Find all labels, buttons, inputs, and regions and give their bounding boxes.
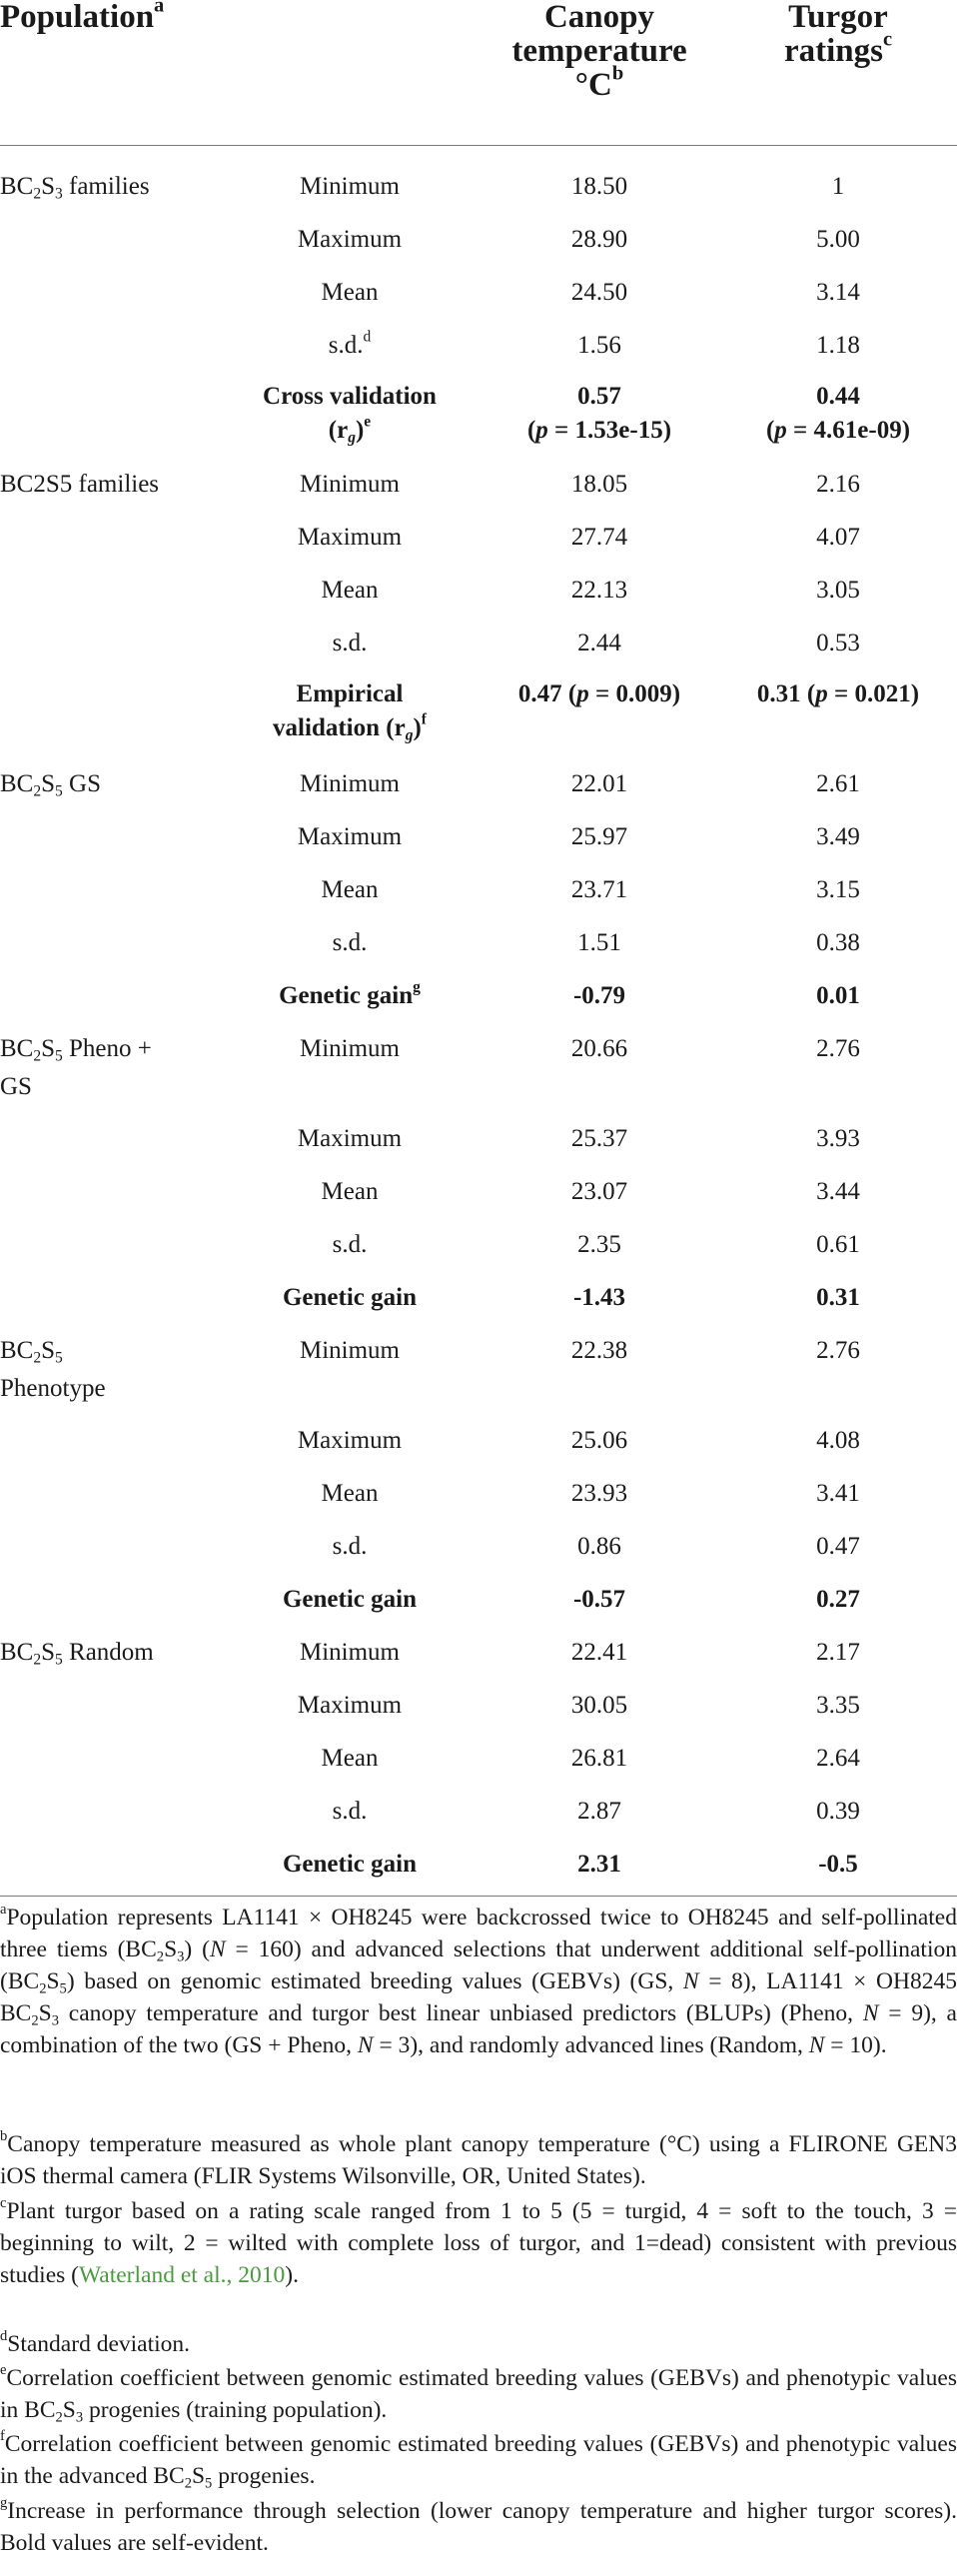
stat-cell: Maximum: [297, 524, 403, 551]
turgor-header-sup: c: [882, 28, 893, 51]
canopy-cell: 1.56: [577, 332, 621, 359]
canopy-cell: 28.90: [570, 226, 628, 253]
stat-cell: Maximum: [297, 226, 403, 253]
canopy-cell: 0.47 (p = 0.009): [517, 680, 681, 707]
population-header-text: Population: [0, 0, 155, 35]
stat-cell: Maximum: [297, 1125, 403, 1152]
turgor-cell: 0.38: [816, 929, 860, 956]
population-cell: $BC_2S_5$ GS: [0, 770, 101, 800]
turgor-cell: 3.41: [816, 1480, 860, 1507]
stat-cell: Mean: [321, 1178, 379, 1205]
canopy-cell: -0.57: [572, 1586, 626, 1613]
turgor-cell: 3.35: [816, 1692, 860, 1719]
turgor-cell: 0.47: [816, 1533, 860, 1560]
footnote-ref-e: e: [364, 413, 372, 431]
col-header-turgor: [719, 0, 957, 68]
canopy-header-line2: temperature: [511, 33, 687, 69]
canopy-cell: 20.66: [570, 1035, 628, 1062]
stat-cell: Empirical validation $(r_g)^f$: [273, 680, 427, 744]
turgor-cell: 5.00: [816, 226, 860, 253]
turgor-cell: 0.31 (p = 0.021): [756, 680, 920, 707]
header-rule: [0, 145, 957, 146]
turgor-cell: 0.27: [816, 1586, 860, 1613]
canopy-cell: 23.93: [570, 1480, 628, 1507]
stat-cell: Minimum: [299, 1035, 400, 1062]
stat-cell: Mean: [321, 1745, 379, 1772]
canopy-cell: 25.97: [570, 823, 628, 850]
canopy-cell: 22.38: [570, 1337, 628, 1364]
footnote-ref-f: f: [421, 710, 427, 728]
turgor-cell: 3.05: [816, 577, 860, 604]
turgor-cell: 3.15: [816, 876, 860, 903]
canopy-cell: 2.87: [577, 1798, 621, 1825]
turgor-cell: 2.76: [816, 1337, 860, 1364]
canopy-cell: -1.43: [572, 1284, 626, 1311]
col-header-canopy: [479, 0, 719, 102]
stat-cell: s.d.: [332, 1533, 368, 1560]
turgor-cell: 2.16: [816, 471, 860, 498]
stat-cell: Cross validation $(r_g)^e$: [263, 383, 437, 447]
turgor-header-line2: ratings$^c$: [783, 28, 893, 69]
turgor-cell: 0.53: [816, 630, 860, 656]
canopy-cell: 27.74: [570, 524, 628, 551]
stat-cell: Minimum: [299, 770, 400, 797]
population-cell: BC2S5 families: [0, 471, 160, 498]
canopy-cell: 30.05: [570, 1692, 628, 1719]
turgor-cell: 0.31: [816, 1284, 860, 1311]
canopy-cell: 25.06: [570, 1427, 628, 1454]
footnote-b: $^b$Canopy temperature measured as whole plant canopy temperature (°C) using a FLIRONE GEN3 iOS thermal camera (FLIR Systems Wilsonville, OR, United States).: [0, 2128, 957, 2189]
turgor-cell: 4.07: [816, 524, 860, 551]
population-header-sup: a: [154, 0, 165, 17]
turgor-cell: 0.39: [816, 1798, 860, 1825]
turgor-cell: 1.18: [816, 332, 860, 359]
canopy-cell: -0.79: [572, 982, 626, 1009]
turgor-cell: 3.44: [816, 1178, 860, 1205]
stat-cell: s.d.: [332, 630, 368, 656]
stat-cell: Genetic gain$^g$: [279, 978, 421, 1009]
population-cell: $BC_2S_5$ Random: [0, 1639, 154, 1669]
canopy-cell: 23.71: [570, 876, 628, 903]
turgor-cell: 2.61: [816, 770, 860, 797]
footnote-ref-g: g: [413, 978, 421, 996]
canopy-cell: 22.41: [570, 1639, 628, 1666]
turgor-cell: 3.14: [816, 279, 860, 306]
turgor-cell: 0.61: [816, 1231, 860, 1258]
canopy-cell: 2.31: [577, 1851, 621, 1878]
turgor-cell: 3.49: [816, 823, 860, 850]
turgor-cell: 2.64: [816, 1745, 860, 1772]
stat-cell: Minimum: [299, 471, 400, 498]
table-bottom-rule: [0, 1896, 957, 1897]
stat-cell: Maximum: [297, 1427, 403, 1454]
population-cell: $BC_2S_5$ Phenotype: [0, 1337, 106, 1402]
turgor-cell: 1: [831, 173, 845, 200]
canopy-cell: 18.05: [570, 471, 628, 498]
footnote-g: $^g$Increase in performance through selection (lower canopy temperature and higher turgor scores). Bold values are self-evident.: [0, 2495, 957, 2556]
turgor-cell: 3.93: [816, 1125, 860, 1152]
canopy-cell: 22.01: [570, 770, 628, 797]
turgor-cell: 4.08: [816, 1427, 860, 1454]
canopy-header-sup: b: [611, 62, 624, 85]
stat-cell: Mean: [321, 1480, 379, 1507]
canopy-header-line1: Canopy: [543, 0, 655, 35]
turgor-cell: 0.01: [816, 982, 860, 1009]
turgor-cell: 2.17: [816, 1639, 860, 1666]
stat-cell: Genetic gain: [282, 1851, 417, 1878]
stat-cell: s.d.: [332, 929, 368, 956]
canopy-header-line3: $^\circ C^b$: [574, 62, 624, 103]
turgor-cell: -0.5: [818, 1851, 858, 1878]
population-cell: $BC_2S_3$ families: [0, 173, 150, 203]
stat-cell: Mean: [321, 577, 379, 604]
canopy-cell: 0.57 (p = 1.53e-15): [526, 383, 672, 444]
canopy-cell: 2.44: [577, 630, 621, 656]
stat-cell: Minimum: [299, 173, 400, 200]
footnote-ref-d: d: [363, 328, 372, 346]
stat-cell: Minimum: [299, 1639, 400, 1666]
canopy-cell: 25.37: [570, 1125, 628, 1152]
footnote-d: $^d$Standard deviation.: [0, 2328, 191, 2357]
turgor-cell: 2.76: [816, 1035, 860, 1062]
canopy-cell: 24.50: [570, 279, 628, 306]
canopy-cell: 0.86: [577, 1533, 621, 1560]
canopy-cell: 23.07: [570, 1178, 628, 1205]
turgor-cell: 0.44 (p = 4.61e-09): [765, 383, 911, 444]
footnote-c: $^c$Plant turgor based on a rating scale ranged from 1 to 5 (5 = turgid, 4 = soft to the touch, 3 = beginning to wilt, 2 = wilted with complete loss of turgor, and 1=dead) consistent with previous studies (Waterland et al., 2010).: [0, 2195, 957, 2288]
canopy-cell: 26.81: [570, 1745, 628, 1772]
stat-cell: Mean: [321, 279, 379, 306]
stat-cell: Mean: [321, 876, 379, 903]
stat-cell: Genetic gain: [282, 1284, 417, 1311]
turgor-header-line1: Turgor: [788, 0, 888, 35]
stat-cell: Maximum: [297, 1692, 403, 1719]
stat-cell: Genetic gain: [282, 1586, 417, 1613]
footnote-e: $^e$Correlation coefficient between genomic estimated breeding values (GEBVs) and phenotypic values in $BC_2S_3$ progenies (training population).: [0, 2362, 957, 2426]
population-cell: $BC_2S_5$ Pheno + GS: [0, 1035, 152, 1100]
canopy-cell: 22.13: [570, 577, 628, 604]
footnote-f: $^f$Correlation coefficient between genomic estimated breeding values (GEBVs) and phenotypic values in the advanced $BC_2S_5$ progenies.: [0, 2428, 957, 2492]
canopy-cell: 18.50: [570, 173, 628, 200]
reference-link[interactable]: Waterland et al., 2010: [78, 2262, 286, 2288]
stat-cell: s.d.$^d$: [328, 328, 372, 359]
stat-cell: s.d.: [332, 1231, 368, 1258]
col-header-population: [0, 0, 164, 34]
stat-cell: s.d.: [332, 1798, 368, 1825]
canopy-cell: 2.35: [577, 1231, 621, 1258]
stat-cell: Maximum: [297, 823, 403, 850]
canopy-cell: 1.51: [577, 929, 621, 956]
stat-cell: Minimum: [299, 1337, 400, 1364]
footnote-a: $^a$Population represents LA1141 × OH8245 were backcrossed twice to OH8245 and self-pollinated three tiems $(BC_2S_3) (N = 160)$ and advanced selections that underwent additional self-pollination $(BC_2S_5)$ based on genomic estimated breeding values (GEBVs) (GS, N = 8), LA1141 × OH8245 $BC_2S_3$ canopy temperature and turgor best linear unbiased predictors (BLUPs) (Pheno, N = 9), a combination of the two (GS + Pheno, N = 3), and randomly advanced lines (Random, N = 10).: [0, 1902, 957, 2058]
